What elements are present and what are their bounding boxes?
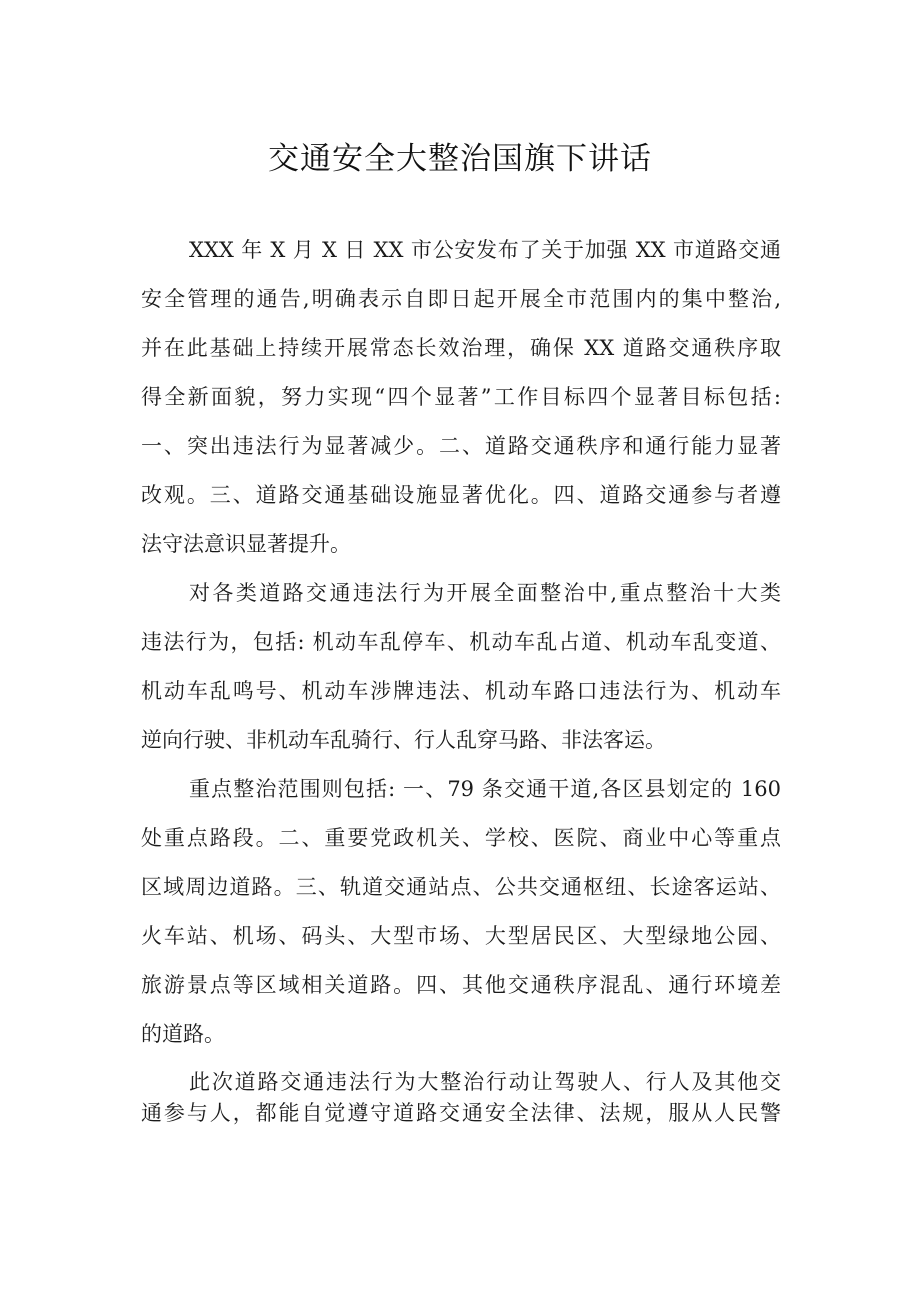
paragraph-line: 重点整治范围则包括: 一、79 条交通干道,各区县划定的 160 xyxy=(189,777,781,801)
paragraph-line: 并在此基础上持续开展常态长效治理，确保 XX 道路交通秩序取 xyxy=(141,336,781,360)
paragraph-line: 此次道路交通违法行为大整治行动让驾驶人、行人及其他交 xyxy=(189,1070,781,1094)
paragraph-line: 对各类道路交通违法行为开展全面整治中,重点整治十大类 xyxy=(189,581,781,605)
paragraph-line: 处重点路段。二、重要党政机关、学校、医院、商业中心等重点 xyxy=(141,826,781,850)
paragraph-line: 安全管理的通告,明确表示自即日起开展全市范围内的集中整治, xyxy=(141,287,781,311)
document-title: 交通安全大整治国旗下讲话 xyxy=(268,141,652,177)
paragraph-line: 法守法意识显著提升。 xyxy=(141,532,351,556)
paragraph-line: 违法行为，包括: 机动车乱停车、机动车乱占道、机动车乱变道、 xyxy=(141,630,781,654)
paragraph-line: XXX 年 X 月 X 日 XX 市公安发布了关于加强 XX 市道路交通 xyxy=(189,238,781,262)
paragraph-line: 旅游景点等区域相关道路。四、其他交通秩序混乱、通行环境差 xyxy=(141,973,781,997)
paragraph-line: 逆向行驶、非机动车乱骑行、行人乱穿马路、非法客运。 xyxy=(141,728,666,752)
paragraph-line: 区域周边道路。三、轨道交通站点、公共交通枢纽、长途客运站、 xyxy=(141,875,781,899)
paragraph-line: 改观。三、道路交通基础设施显著优化。四、道路交通参与者遵 xyxy=(141,483,781,507)
paragraph-line: 火车站、机场、码头、大型市场、大型居民区、大型绿地公园、 xyxy=(141,924,781,948)
paragraph-line: 得全新面貌，努力实现“四个显著”工作目标四个显著目标包括: xyxy=(141,385,781,409)
paragraph-line: 通参与人，都能自觉遵守道路交通安全法律、法规，服从人民警 xyxy=(141,1101,781,1125)
paragraph-line: 机动车乱鸣号、机动车涉牌违法、机动车路口违法行为、机动车 xyxy=(141,679,781,703)
paragraph-line: 的道路。 xyxy=(141,1022,225,1046)
paragraph-line: 一、突出违法行为显著减少。二、道路交通秩序和通行能力显著 xyxy=(141,434,781,458)
